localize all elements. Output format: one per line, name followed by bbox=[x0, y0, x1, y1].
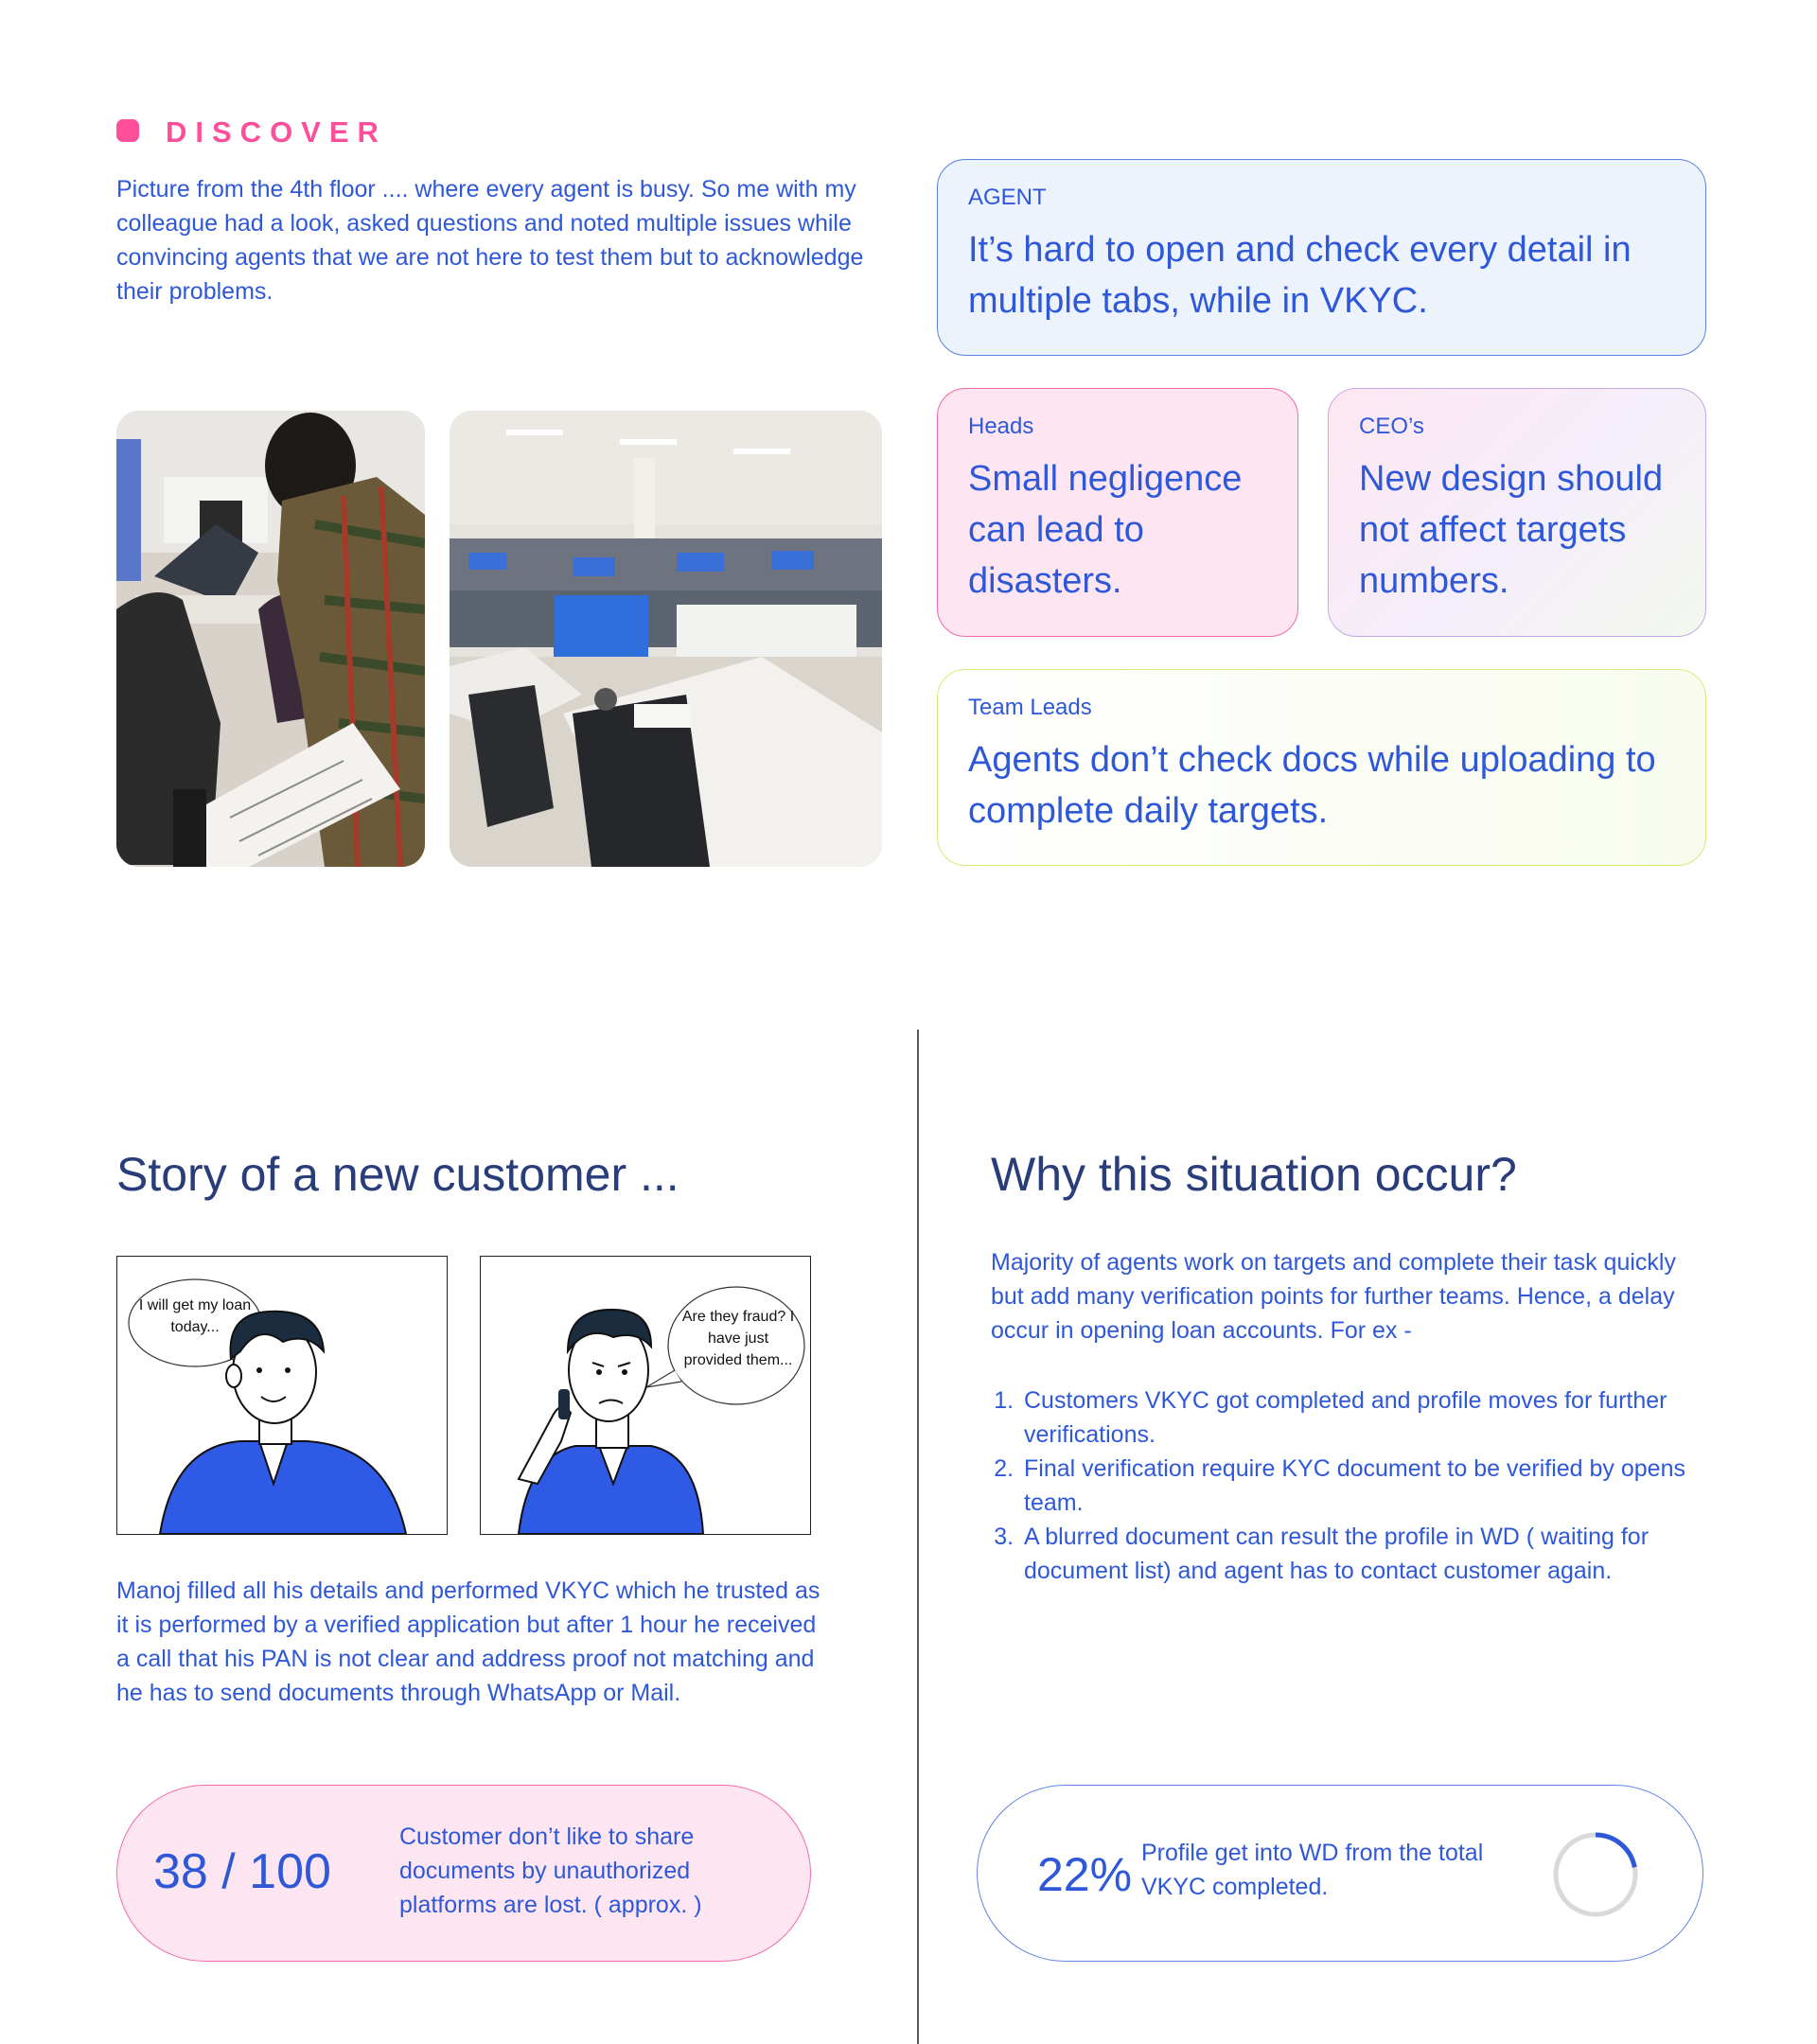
card-label: CEO’s bbox=[1359, 414, 1424, 439]
worried-customer-illustration bbox=[481, 1257, 810, 1534]
why-intro: Majority of agents work on targets and complete their task quickly but add many verification points for further teams. Hence, a delay occur in opening loan accounts. For ex - bbox=[991, 1249, 1676, 1344]
story-body: Manoj filled all his details and performed VKYC which he trusted as it is performed by a verified application but after 1 hour he received a call that his PAN is not clear and address proof not matching and he has to send documents through WhatsApp or Mail. bbox=[116, 1577, 820, 1706]
comic-panel-worried bbox=[480, 1256, 811, 1535]
discover-intro: Picture from the 4th floor .... where every agent is busy. So me with my colleague had a look, asked questions and noted multiple issues while convincing agents that we are not here to test them but to acknowledge their problems. bbox=[116, 176, 864, 305]
list-item: 2. Final verification require KYC document to be verified by opens team. bbox=[1020, 1452, 1720, 1520]
card-quote: Agents don’t check docs while uploading to complete daily targets. bbox=[968, 740, 1656, 831]
card-quote: Small negligence can lead to disasters. bbox=[968, 459, 1243, 601]
column-divider bbox=[917, 1030, 919, 2044]
card-label: Heads bbox=[968, 414, 1034, 439]
quote-card-heads bbox=[937, 388, 1298, 637]
photo-agent-at-desk bbox=[116, 411, 425, 867]
quote-card-ceo bbox=[1328, 388, 1706, 637]
card-quote: It’s hard to open and check every detail in multiple tabs, while in VKYC. bbox=[968, 230, 1632, 321]
why-list bbox=[991, 1383, 1720, 1588]
list-item: 1. Customers VKYC got completed and profile moves for further verifications. bbox=[1020, 1383, 1720, 1452]
card-label: AGENT bbox=[968, 185, 1047, 210]
why-title: Why this situation occur? bbox=[991, 1148, 1517, 1201]
card-quote: New design should not affect targets numbers. bbox=[1359, 459, 1664, 601]
stat-value: 22% bbox=[1037, 1848, 1133, 1901]
section-label: DISCOVER bbox=[166, 115, 387, 149]
stat-description: Profile get into WD from the total VKYC completed. bbox=[1141, 1840, 1484, 1900]
discover-bullet-icon bbox=[116, 119, 139, 142]
speech-bubble-text: Are they fraud? I have just provided them... bbox=[681, 1309, 795, 1368]
speech-bubble-text: I will get my loan today... bbox=[138, 1297, 252, 1335]
stat-value: 38 / 100 bbox=[153, 1844, 331, 1899]
card-label: Team Leads bbox=[968, 695, 1092, 720]
quote-card-agent bbox=[937, 159, 1706, 356]
quote-card-team-leads bbox=[937, 669, 1706, 866]
progress-ring-icon bbox=[1552, 1831, 1639, 1918]
stat-description: Customer don’t like to share documents by unauthorized platforms are lost. ( approx. ) bbox=[399, 1824, 702, 1918]
photo-office-floor bbox=[450, 411, 882, 867]
story-title: Story of a new customer ... bbox=[116, 1148, 679, 1201]
list-item: 3. A blurred document can result the profile in WD ( waiting for document list) and agent has to contact customer again. bbox=[1020, 1520, 1720, 1588]
comic-panel-happy bbox=[116, 1256, 448, 1535]
